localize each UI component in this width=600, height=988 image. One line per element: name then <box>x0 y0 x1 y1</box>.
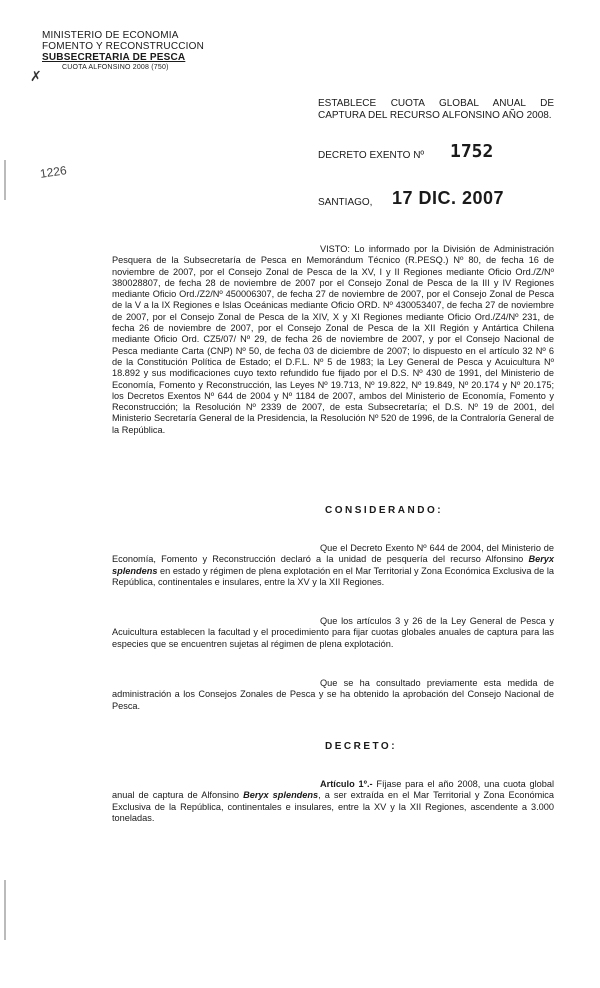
species-name: Beryx splendens <box>112 554 554 576</box>
article-species-name: Beryx splendens <box>243 790 319 801</box>
scan-margin-mark <box>4 880 6 940</box>
article-1-label: Artículo 1º.- <box>320 779 373 789</box>
considerando-item-2 <box>112 616 554 650</box>
place-label: SANTIAGO, <box>318 197 373 208</box>
reference-line: CUOTA ALFONSINO 2008 (750) <box>62 64 169 71</box>
decree-subject: ESTABLECE CUOTA GLOBAL ANUAL DE CAPTURA DEL RECURSO ALFONSINO AÑO 2008. <box>318 98 554 121</box>
decree-number: 1752 <box>450 141 494 162</box>
decree-date: 17 DIC. 2007 <box>392 188 505 208</box>
margin-handwritten-number: 1226 <box>39 163 68 181</box>
decree-label: DECRETO EXENTO Nº <box>318 150 425 161</box>
considerando-item-1 <box>112 543 554 588</box>
considerando-item-3 <box>112 678 554 712</box>
scan-margin-mark <box>4 160 6 200</box>
subsecretaria-line: SUBSECRETARIA DE PESCA <box>42 52 186 63</box>
visto-paragraph <box>112 244 554 436</box>
ministry-header <box>42 30 204 72</box>
article-1-pre: Fíjase para el año 2008, una cuota global anual de captura de Alfonsino <box>112 779 555 801</box>
visto-lead: VISTO: <box>320 244 350 254</box>
considerando-heading: CONSIDERANDO: <box>325 505 444 516</box>
handwritten-mark-icon: ✗ <box>30 68 42 84</box>
ministry-line-2: FOMENTO Y RECONSTRUCCION <box>42 41 205 52</box>
visto-text: Lo informado por la División de Administración Pesquera de la Subsecretaría de Pesca en Memorándum Técnico (R.PESQ.) Nº 80, de fecha 16 de noviembre de 2007, por el Consejo Zonal de Pesca de la XV, I y II Regiones mediante Oficio Ord./Z/Nº 380028807, de fecha 28 de noviembre de 2007 por el Consejo Zonal de Pesca de la III y IV Regiones mediante Oficio Ord./Z2/Nº 450006307, de fecha 27 de noviembre de 2007, por el Consejo Zonal de Pesca de la V a la IX Regiones e Islas Oceánicas mediante Oficio ORD. Nº 430053407, de fecha 27 de noviembre de 2007, por el Consejo Zonal de Pesca de la XIV, X y XI Regiones mediante Oficio Ord./Z4/Nº 231, de fecha 26 de noviembre de 2007, por el Consejo Zonal de Pesca de la XII Región y Antártica Chilena mediante Oficio Ord. CZ5/07/ Nº 29, de fecha 26 de noviembre de 2007, y por el Consejo Nacional de Pesca mediante Carta (CNP) Nº 50, de fecha 03 de diciembre de 2007; lo dispuesto en el artículo 32 Nº 6 de la Constitución Política de Estado; el D.F.L. Nº 5 de 1983; la Ley General de Pesca y Acuicultura Nº 18.892 y sus modificaciones cuyo texto refundido fue fijado por el D.S. Nº 430 de 1991, del Ministerio de Economía, Fomento y Reconstrucción, las Leyes Nº 19.713, Nº 19.822, Nº 19.849, Nº 20.174 y Nº 20.175; los Decretos Exentos Nº 644 de 2004 y Nº 1184 de 2007, ambos del Ministerio de Economía, Fomento y Reconstrucción; la Resolución Nº 2339 de 2007, de esta Subsecretaría; el D.S. Nº 19 de 2001, del Ministerio Secretaría General de la Presidencia, la Resolución Nº 520 de 1996, de la Contraloría General de la República. <box>112 244 554 435</box>
article-1 <box>112 779 554 824</box>
ministry-line-1: MINISTERIO DE ECONOMIA <box>42 30 179 41</box>
article-1-post: , a ser extraída en el Mar Territorial y Zona Económica Exclusiva de la República, continentales e insulares, entre la XV y la XII Regiones, ascendente a 3.000 toneladas. <box>112 790 554 823</box>
decreto-heading: DECRETO: <box>325 741 398 752</box>
considerando-1-post: en estado y régimen de plena explotación en el Mar Territorial y Zona Económica Exclusiva de la República, continentales e insulares, entre la XV y la XII Regiones. <box>112 565 554 587</box>
considerando-1-pre: Que el Decreto Exento Nº 644 de 2004, del Ministerio de Economía, Fomento y Reconstrucción declaró a la unidad de pesquería del recurso Alfonsino <box>112 543 554 565</box>
considerando-2-text: Que los artículos 3 y 26 de la Ley General de Pesca y Acuicultura establecen la facultad y el procedimiento para fijar cuotas globales anuales de captura para las especies que se encuentren sujetas al régimen de plena explotación. <box>112 616 554 649</box>
considerando-3-text: Que se ha consultado previamente esta medida de administración a los Consejos Zonales de Pesca y se ha obtenido la aprobación del Consejo Nacional de Pesca. <box>112 678 554 711</box>
